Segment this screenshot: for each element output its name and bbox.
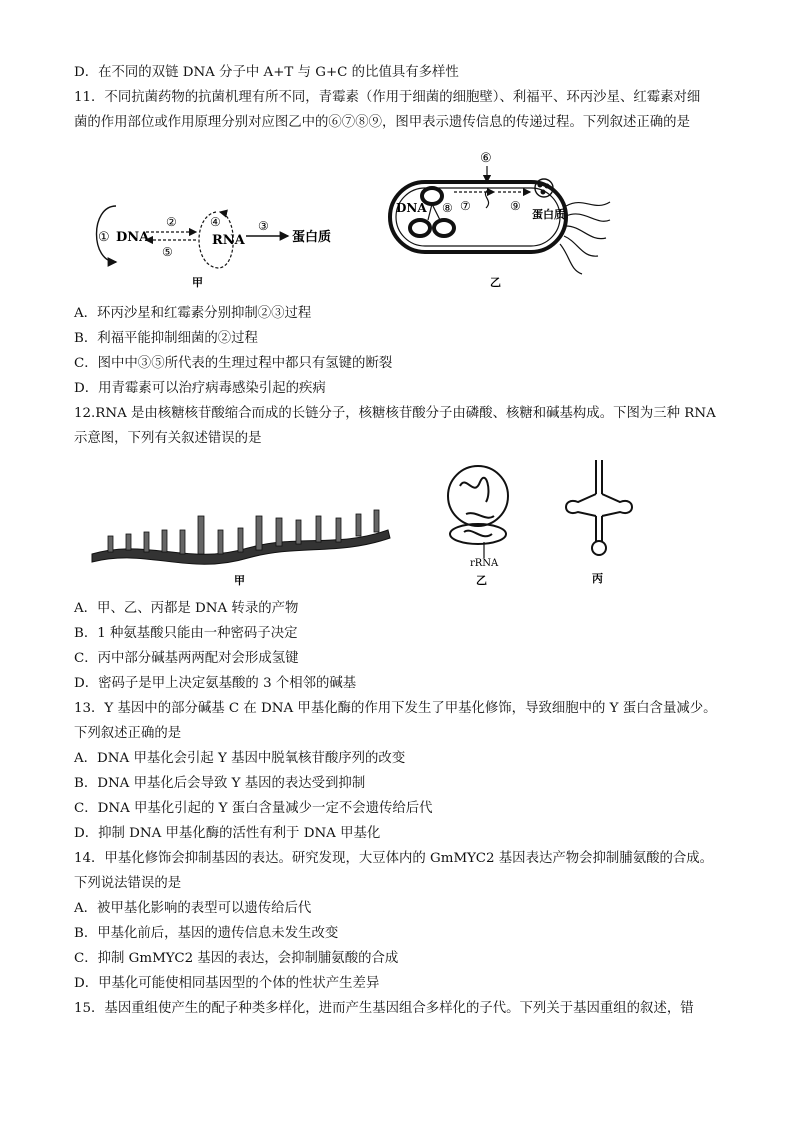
q12-option-c: C．丙中部分碱基两两配对会形成氢键: [74, 651, 299, 666]
label-dna: DNA: [116, 230, 150, 245]
q14-option-a: A．被甲基化影响的表型可以遗传给后代: [74, 901, 312, 916]
label-9: ⑨: [510, 199, 521, 213]
trna-anticodon-arm: [596, 516, 602, 542]
q13-option-d: D．抑制 DNA 甲基化酶的活性有利于 DNA 甲基化: [74, 826, 381, 841]
question-14-stem: 14．甲基化修饰会抑制基因的表达。研究发现，大豆体内的 GmMYC2 基因表达产物会抑制脯氨酸的合成。: [74, 851, 714, 866]
label-rrna: rRNA: [470, 558, 499, 569]
trna-right-arm: [602, 494, 632, 516]
figure-11-jia: [88, 196, 358, 292]
q12-option-a: A．甲、乙、丙都是 DNA 转录的产物: [74, 601, 299, 616]
trna-acceptor-stem: [596, 460, 602, 494]
ribosome-large-subunit: [448, 466, 508, 526]
question-12-stem: 12.RNA 是由核糖核苷酸缩合而成的长链分子，核糖核苷酸分子由磷酸、核糖和碱基构成。下图为三种 RNA: [74, 406, 716, 421]
label-8: ⑧: [442, 201, 453, 215]
question-13-stem: 13．Y 基因中的部分碱基 C 在 DNA 甲基化酶的作用下发生了甲基化修饰，导致细胞中的 Y 蛋白含量减少。: [74, 701, 717, 716]
figure-12-yi: [436, 462, 536, 590]
label-protein: 蛋白质: [532, 208, 565, 221]
trna-anticodon-loop: [592, 541, 606, 555]
label-4: ④: [210, 215, 221, 229]
caption-jia: 甲: [192, 276, 203, 289]
label-7: ⑦: [460, 199, 471, 213]
question-11-stem-cont: 菌的作用部位或作用原理分别对应图乙中的⑥⑦⑧⑨，图甲表示遗传信息的传递过程。下列叙述正确的是: [74, 115, 690, 130]
mrna-strand: [485, 190, 488, 208]
q11-option-a: A．环丙沙星和红霉素分别抑制②③过程: [74, 306, 312, 321]
label-rna: RNA: [212, 233, 245, 248]
plasmid-3: [434, 220, 454, 236]
question-14-stem-cont: 下列说法错误的是: [74, 876, 182, 891]
label-protein: 蛋白质: [292, 230, 332, 245]
caption-bing: 丙: [592, 572, 603, 585]
question-13-stem-cont: 下列叙述正确的是: [74, 726, 182, 741]
caption-yi: 乙: [476, 574, 487, 587]
label-6: ⑥: [480, 151, 492, 166]
label-dna: DNA: [396, 201, 427, 215]
q11-option-b: B．利福平能抑制细菌的②过程: [74, 331, 258, 346]
q13-option-a: A．DNA 甲基化会引起 Y 基因中脱氧核苷酸序列的改变: [74, 751, 406, 766]
figure-12-jia: [88, 508, 398, 590]
trna-left-arm: [566, 494, 596, 516]
option-d-q10: D．在不同的双链 DNA 分子中 A+T 与 G+C 的比值具有多样性: [74, 65, 459, 80]
q11-option-c: C．图中中③⑤所代表的生理过程中都只有氢键的断裂: [74, 356, 393, 371]
q14-option-b: B．甲基化前后，基因的遗传信息未发生改变: [74, 926, 339, 941]
caption-yi: 乙: [490, 276, 501, 289]
question-11-stem: 11．不同抗菌药物的抗菌机理有所不同，青霉素（作用于细菌的细胞壁）、利福平、环丙沙星、红霉素对细: [74, 90, 701, 105]
q12-option-b: B．1 种氨基酸只能由一种密码子决定: [74, 626, 298, 641]
figure-12-bing: [556, 456, 642, 590]
caption-jia: 甲: [234, 574, 245, 587]
plasmid-2: [410, 220, 430, 236]
q13-option-c: C．DNA 甲基化引起的 Y 蛋白含量减少一定不会遗传给后代: [74, 801, 433, 816]
q12-option-d: D．密码子是甲上决定氨基酸的 3 个相邻的碱基: [74, 676, 357, 691]
figure-11-yi: [384, 146, 614, 292]
label-2: ②: [166, 215, 177, 229]
q14-option-c: C．抑制 GmMYC2 基因的表达，会抑制脯氨酸的合成: [74, 951, 399, 966]
q11-option-d: D．用青霉素可以治疗病毒感染引起的疾病: [74, 381, 326, 396]
q14-option-d: D．甲基化可能使相同基因型的个体的性状产生差异: [74, 976, 380, 991]
rrna-strand: [460, 478, 494, 537]
label-1: ①: [98, 230, 110, 245]
q13-option-b: B．DNA 甲基化后会导致 Y 基因的表达受到抑制: [74, 776, 366, 791]
question-15-stem: 15．基因重组使产生的配子种类多样化，进而产生基因组合多样化的子代。下列关于基因重组的叙述，错: [74, 1001, 694, 1016]
label-5: ⑤: [162, 245, 173, 259]
label-3: ③: [258, 219, 269, 233]
question-12-stem-cont: 示意图，下列有关叙述错误的是: [74, 431, 262, 446]
dna-replication-fork: [428, 204, 440, 220]
